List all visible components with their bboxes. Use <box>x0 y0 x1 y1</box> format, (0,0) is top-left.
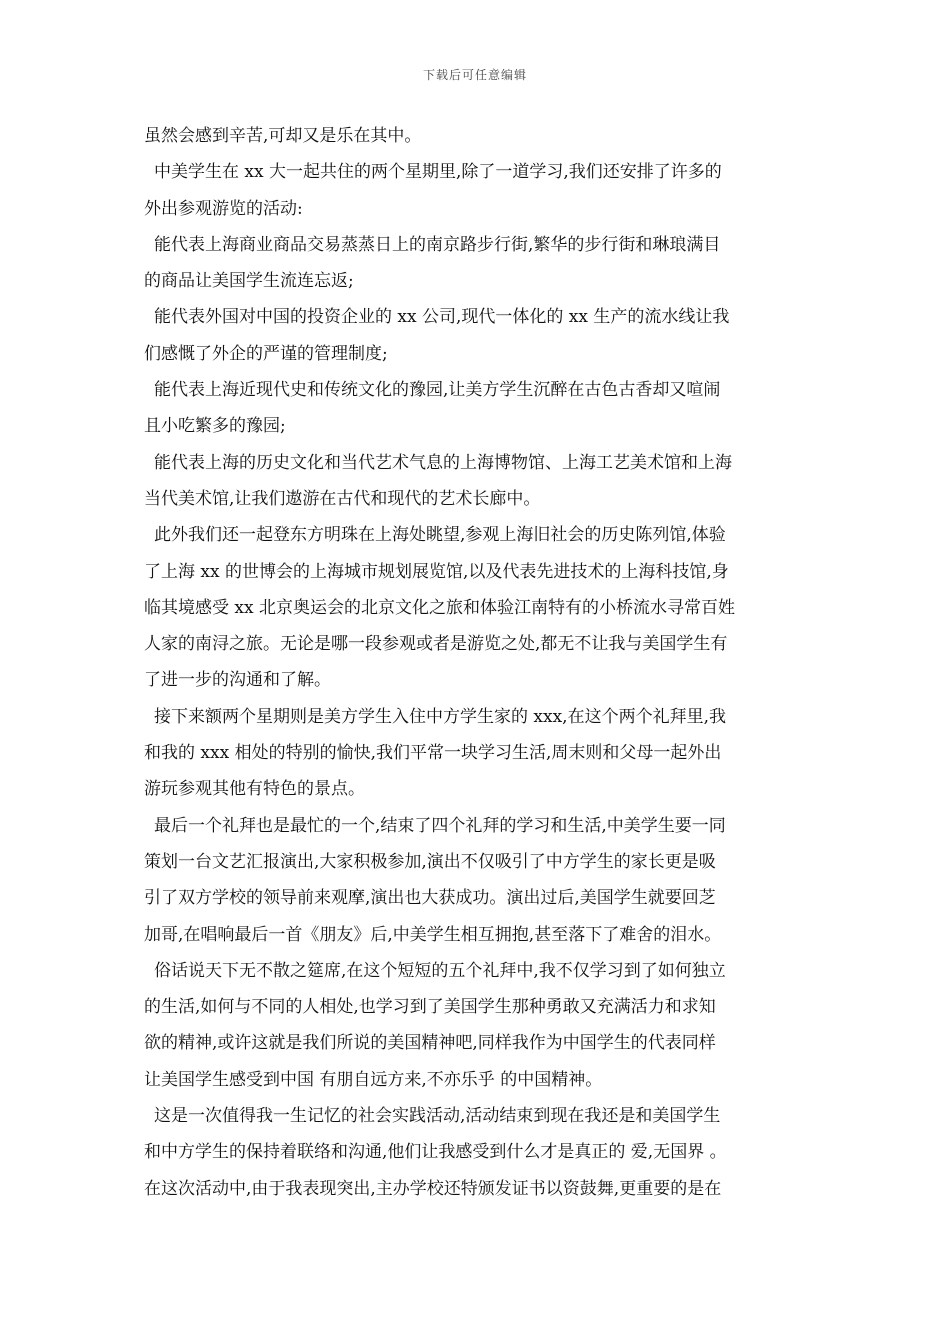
text-line: 们感慨了外企的严谨的管理制度; <box>144 343 388 364</box>
text-line: 能代表上海商业商品交易蒸蒸日上的南京路步行街,繁华的步行街和琳琅满目 <box>154 234 721 255</box>
text-line: 让美国学生感受到中国 有朋自远方来,不亦乐乎 的中国精神。 <box>144 1069 603 1090</box>
text-line: 且小吃繁多的豫园; <box>144 416 286 437</box>
text-line: 临其境感受 xx 北京奥运会的北京文化之旅和体验江南特有的小桥流水寻常百姓 <box>144 597 735 618</box>
text-line: 最后一个礼拜也是最忙的一个,结束了四个礼拜的学习和生活,中美学生要一同 <box>154 815 726 836</box>
text-line: 人家的南浔之旅。无论是哪一段参观或者是游览之处,都无不让我与美国学生有 <box>144 634 728 655</box>
text-line: 俗话说天下无不散之筵席,在这个短短的五个礼拜中,我不仅学习到了如何独立 <box>154 960 726 981</box>
document-body <box>144 118 814 1207</box>
text-line: 引了双方学校的领导前来观摩,演出也大获成功。演出过后,美国学生就要回芝 <box>144 888 716 909</box>
text-line: 和我的 xxx 相处的特别的愉快,我们平常一块学习生活,周末则和父母一起外出 <box>144 743 722 764</box>
text-line: 能代表上海近现代史和传统文化的豫园,让美方学生沉醉在古色古香却又喧闹 <box>154 380 721 401</box>
text-line: 加哥,在唱响最后一首《朋友》后,中美学生相互拥抱,甚至落下了难舍的泪水。 <box>144 924 722 945</box>
text-line: 和中方学生的保持着联络和沟通,他们让我感受到什么才是真正的 爱,无国界 。 <box>144 1142 727 1163</box>
text-line: 在这次活动中,由于我表现突出,主办学校还特颁发证书以资鼓舞,更重要的是在 <box>144 1178 722 1199</box>
text-line: 这是一次值得我一生记忆的社会实践活动,活动结束到现在我还是和美国学生 <box>154 1106 721 1127</box>
text-line: 当代美术馆,让我们遨游在古代和现代的艺术长廊中。 <box>144 488 541 509</box>
text-line: 中美学生在 xx 大一起共住的两个星期里,除了一道学习,我们还安排了许多的 <box>154 162 722 183</box>
text-line: 能代表外国对中国的投资企业的 xx 公司,现代一体化的 xx 生产的流水线让我 <box>154 307 730 328</box>
text-line: 欲的精神,或许这就是我们所说的美国精神吧,同样我作为中国学生的代表同样 <box>144 1033 716 1054</box>
text-line: 的商品让美国学生流连忘返; <box>144 271 354 292</box>
text-line: 策划一台文艺汇报演出,大家积极参加,演出不仅吸引了中方学生的家长更是吸 <box>144 851 716 872</box>
text-line: 了进一步的沟通和了解。 <box>144 670 331 691</box>
text-line: 虽然会感到辛苦,可却又是乐在其中。 <box>144 126 422 146</box>
text-line: 了上海 xx 的世博会的上海城市规划展览馆,以及代表先进技术的上海科技馆,身 <box>144 561 729 582</box>
text-line: 的生活,如何与不同的人相处,也学习到了美国学生那种勇敢又充满活力和求知 <box>144 997 716 1018</box>
text-line: 外出参观游览的活动: <box>144 198 303 219</box>
text-line: 此外我们还一起登东方明珠在上海处眺望,参观上海旧社会的历史陈列馆,体验 <box>154 525 726 546</box>
text-line: 能代表上海的历史文化和当代艺术气息的上海博物馆、上海工艺美术馆和上海 <box>154 452 732 473</box>
text-line: 接下来额两个星期则是美方学生入住中方学生家的 xxx,在这个两个礼拜里,我 <box>154 706 726 727</box>
text-line: 游玩参观其他有特色的景点。 <box>144 779 365 800</box>
page-header: 下载后可任意编辑 <box>422 68 527 82</box>
